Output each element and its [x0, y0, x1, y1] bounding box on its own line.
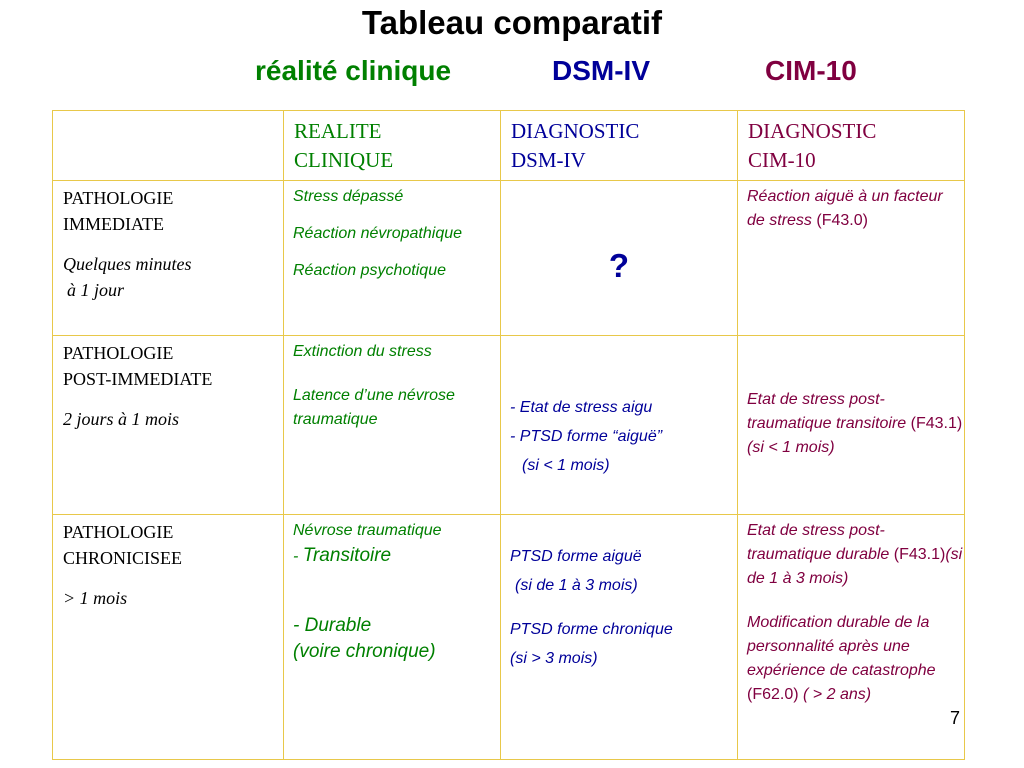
header-cim-line1: DIAGNOSTIC [748, 119, 877, 143]
row-head-post-immediate [53, 336, 284, 515]
row-title-line2: IMMEDIATE [63, 214, 164, 234]
page-number: 7 [950, 708, 961, 728]
dsm-item: PTSD forme aiguë [510, 548, 642, 565]
subtitle-clinical-reality: réalité clinique [255, 55, 452, 86]
row-time: 2 jours à 1 mois [63, 409, 180, 429]
dsm-note: (si de 1 à 3 mois) [515, 577, 638, 594]
cim-cell [738, 515, 965, 760]
subtitle-cim: CIM-10 [765, 55, 857, 86]
dsm-cell [501, 515, 738, 760]
row-time-line1: Quelques minutes [63, 254, 192, 274]
row-time-line2: à 1 jour [67, 280, 125, 300]
clinique-durable: - Durable [293, 615, 372, 636]
cim-text: Modification durable de la personnalité après une expérience de catastrophe [747, 614, 936, 679]
row-title-line1: PATHOLOGIE [63, 522, 174, 542]
dsm-cell [501, 181, 738, 336]
row-title-line2: POST-IMMEDIATE [63, 369, 213, 389]
table-header-row [53, 111, 965, 181]
header-dsm-line1: DIAGNOSTIC [511, 119, 640, 143]
cim-code: (F43.1) [910, 415, 963, 432]
header-clinique-line2: CLINIQUE [294, 148, 394, 172]
clinique-cell [284, 181, 501, 336]
clinique-item: Névrose traumatique [293, 522, 442, 539]
dsm-note: (si < 1 mois) [522, 457, 610, 474]
clinique-durable-note: (voire chronique) [293, 641, 436, 662]
clinique-item: Stress dépassé [293, 188, 404, 205]
table-row [53, 181, 965, 336]
clinique-dash: - [293, 548, 303, 565]
slide-title: Tableau comparatif [361, 4, 663, 41]
dsm-cell [501, 336, 738, 515]
header-cim-cell [738, 111, 965, 181]
cim-note: ( > 2 ans) [803, 686, 872, 703]
row-time: > 1 mois [63, 588, 128, 608]
dsm-note: (si > 3 mois) [510, 650, 598, 667]
comparison-table [52, 110, 965, 760]
cim-text: Etat de stress post-traumatique transitoire [747, 391, 907, 432]
row-head-immediate [53, 181, 284, 336]
cim-text: Réaction aiguë à un facteur de stress [747, 188, 943, 229]
clinique-transitoire: Transitoire [302, 545, 392, 566]
dsm-item: - PTSD forme “aiguë” [510, 428, 663, 445]
cim-note: (si < 1 mois) [747, 439, 835, 456]
header-dsm-line2: DSM-IV [511, 148, 586, 172]
header-clinique-line1: REALITE [294, 119, 382, 143]
row-title-line2: CHRONICISEE [63, 548, 183, 568]
clinique-cell [284, 336, 501, 515]
clinique-cell [284, 515, 501, 760]
row-title-line1: PATHOLOGIE [63, 188, 174, 208]
cim-code: (F62.0) [747, 686, 799, 703]
cim-cell [738, 181, 965, 336]
cim-cell [738, 336, 965, 515]
question-mark: ? [608, 247, 630, 284]
table-row [53, 515, 965, 760]
header-clinique-cell [284, 111, 501, 181]
header-cim-line2: CIM-10 [748, 148, 816, 172]
dsm-item: - Etat de stress aigu [510, 399, 653, 416]
subtitle-dsm: DSM-IV [552, 55, 650, 86]
clinique-item: Latence d’une névrose traumatique [293, 387, 455, 428]
cim-code: (F43.0) [816, 212, 868, 229]
cim-note: (si de 1 à 3 mois) [747, 546, 963, 587]
clinique-item: Réaction névropathique [293, 225, 463, 242]
cim-code: (F43.1) [893, 546, 946, 563]
row-head-chronicisee [53, 515, 284, 760]
header-empty-cell [53, 111, 284, 181]
clinique-item: Extinction du stress [293, 343, 432, 360]
cim-text: Etat de stress post-traumatique durable [747, 522, 890, 563]
dsm-item: PTSD forme chronique [510, 621, 673, 638]
row-title-line1: PATHOLOGIE [63, 343, 174, 363]
table-row [53, 336, 965, 515]
clinique-item: Réaction psychotique [293, 262, 446, 279]
header-dsm-cell [501, 111, 738, 181]
